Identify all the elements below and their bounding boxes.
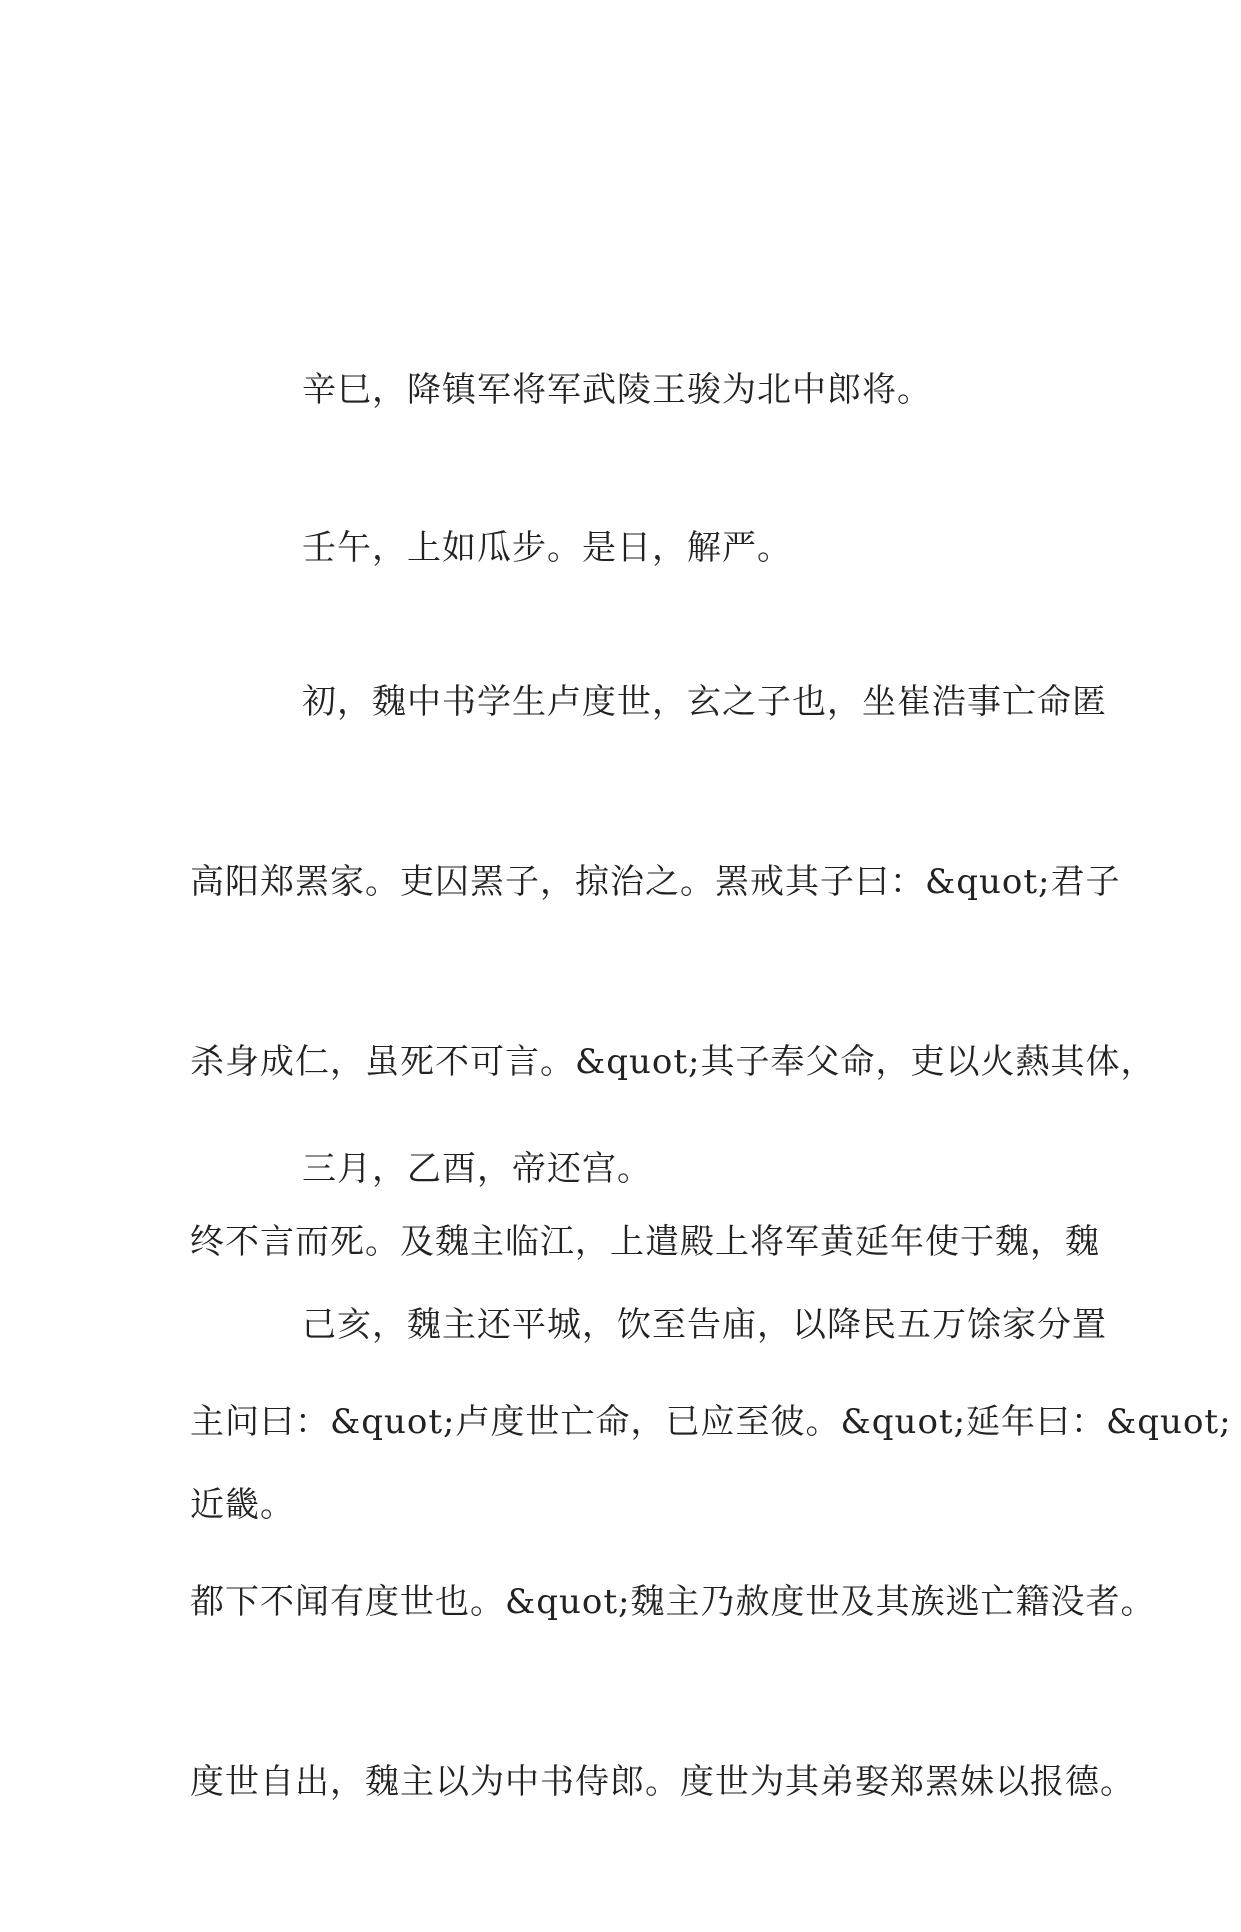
paragraph-line: 三月，乙酉，帝还宫。: [302, 1149, 652, 1189]
paragraph-line: 终不言而死。及魏主临江，上遣殿上将军黄延年使于魏，魏: [190, 1222, 1100, 1262]
paragraph-line: 近畿。: [190, 1485, 295, 1525]
paragraph-line: 都下不闻有度世也。&quot;魏主乃赦度世及其族逃亡籍没者。: [190, 1582, 1156, 1622]
paragraph-line: 杀身成仁，虽死不可言。&quot;其子奉父命，吏以火爇其体，: [190, 1042, 1156, 1082]
paragraph-line: 主问曰：&quot;卢度世亡命，已应至彼。&quot;延年曰：&quot;: [190, 1402, 1232, 1442]
paragraph-line: 辛巳，降镇军将军武陵王骏为北中郎将。: [302, 370, 932, 410]
paragraph-line: 壬午，上如瓜步。是日，解严。: [302, 528, 792, 568]
paragraph-line: 初，魏中书学生卢度世，玄之子也，坐崔浩事亡命匿: [302, 682, 1107, 722]
paragraph-line: 高阳郑罴家。吏囚罴子，掠治之。罴戒其子曰：&quot;君子: [190, 862, 1121, 902]
paragraph-5: [190, 1175, 1232, 1655]
paragraph-line: 己亥，魏主还平城，饮至告庙，以降民五万馀家分置: [302, 1305, 1107, 1345]
paragraph-line: 度世自出，魏主以为中书侍郎。度世为其弟娶郑罴妹以报德。: [190, 1762, 1135, 1802]
